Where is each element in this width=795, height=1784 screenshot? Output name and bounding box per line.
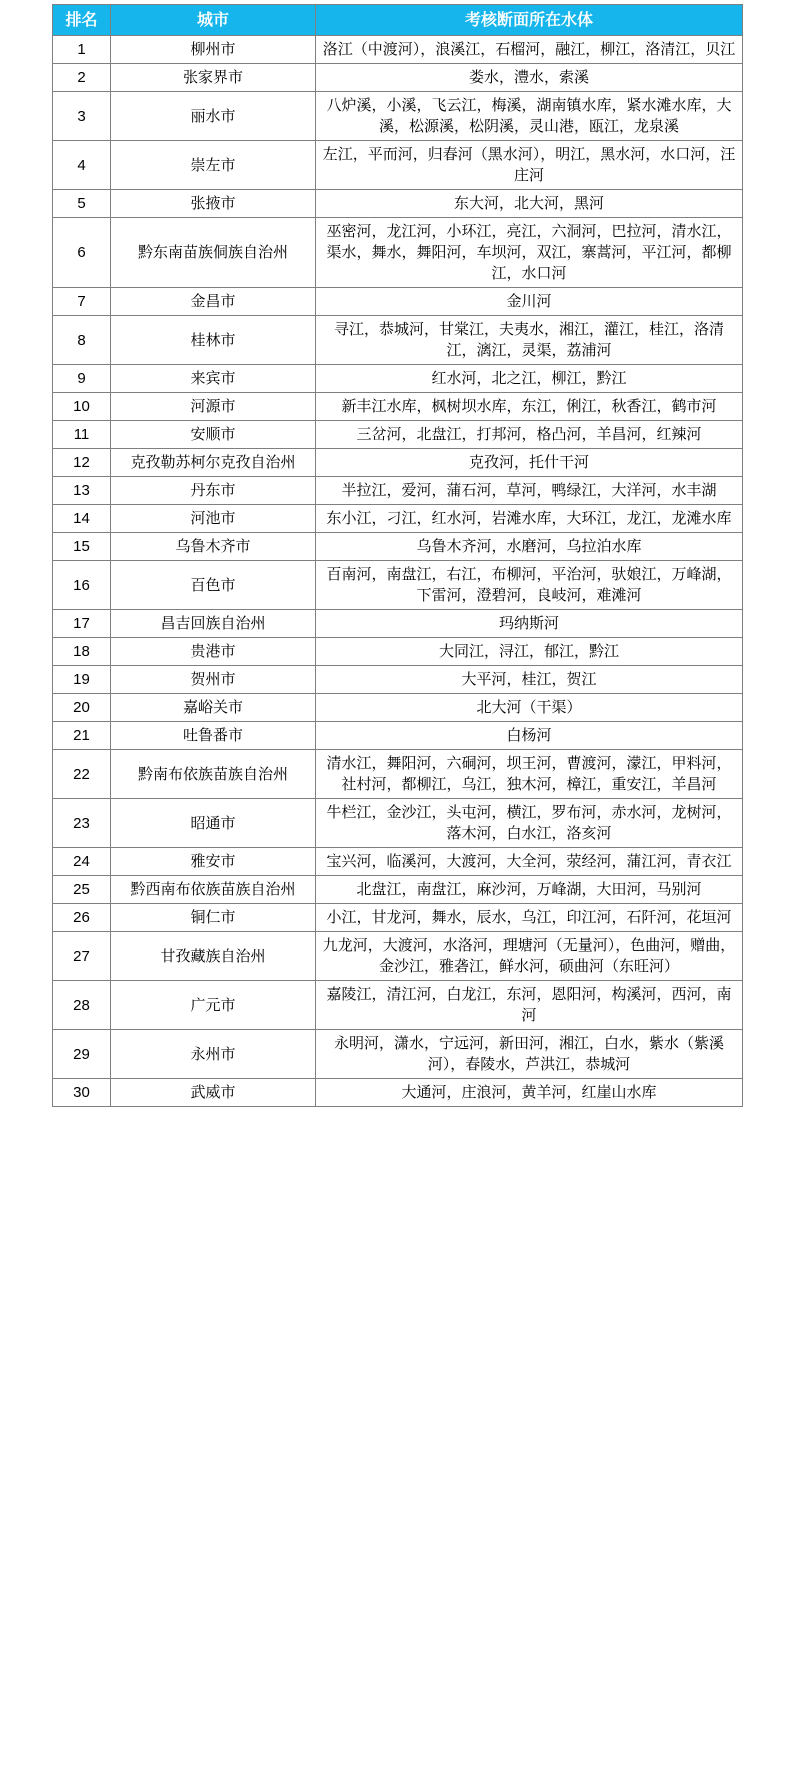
table-row [53,92,743,141]
cell-city: 黔南布依族苗族自治州 [111,750,316,799]
cell-city: 河池市 [111,505,316,533]
table-row [53,561,743,610]
cell-water-body: 新丰江水库，枫树坝水库，东江，俐江，秋香江，鹤市河 [316,393,743,421]
cell-city: 张家界市 [111,64,316,92]
cell-water-body: 东小江，刁江，红水河，岩滩水库，大环江，龙江，龙滩水库 [316,505,743,533]
cell-rank: 9 [53,365,111,393]
table-header [53,5,743,36]
table-row [53,638,743,666]
table-row [53,421,743,449]
cell-water-body: 巫密河，龙江河，小环江，亮江，六洞河，巴拉河，清水江，渠水，舞水，舞阳河，车坝河，双江，寨蒿河，平江河，都柳江，水口河 [316,218,743,288]
table-row [53,288,743,316]
cell-rank: 22 [53,750,111,799]
table-row [53,64,743,92]
cell-rank: 28 [53,981,111,1030]
table-row [53,449,743,477]
cell-rank: 1 [53,36,111,64]
cell-rank: 15 [53,533,111,561]
table-row [53,190,743,218]
cell-city: 乌鲁木齐市 [111,533,316,561]
cell-city: 百色市 [111,561,316,610]
cell-water-body: 牛栏江，金沙江，头屯河，横江，罗布河，赤水河，龙树河，落木河，白水江，洛亥河 [316,799,743,848]
cell-water-body: 乌鲁木齐河，水磨河，乌拉泊水库 [316,533,743,561]
cell-water-body: 百南河，南盘江，右江，布柳河，平治河，驮娘江，万峰湖，下雷河，澄碧河，良岐河，难滩河 [316,561,743,610]
cell-water-body: 九龙河，大渡河，水洛河，理塘河（无量河），色曲河，赠曲，金沙江，雅砻江，鲜水河，硕曲河（东旺河） [316,932,743,981]
cell-city: 来宾市 [111,365,316,393]
cell-water-body: 红水河，北之江，柳江，黔江 [316,365,743,393]
cell-water-body: 大通河，庄浪河，黄羊河，红崖山水库 [316,1079,743,1107]
cell-rank: 10 [53,393,111,421]
cell-rank: 14 [53,505,111,533]
cell-city: 甘孜藏族自治州 [111,932,316,981]
cell-city: 嘉峪关市 [111,694,316,722]
table-row [53,393,743,421]
table-row [53,1079,743,1107]
cell-water-body: 半拉江，爱河，蒲石河，草河，鸭绿江，大洋河，水丰湖 [316,477,743,505]
cell-water-body: 永明河，潇水，宁远河，新田河，湘江，白水，紫水（紫溪河），春陵水，芦洪江，恭城河 [316,1030,743,1079]
table-row [53,932,743,981]
cell-rank: 13 [53,477,111,505]
cell-rank: 25 [53,876,111,904]
cell-water-body: 白杨河 [316,722,743,750]
table-row [53,904,743,932]
table-row [53,876,743,904]
cell-water-body: 三岔河，北盘江，打邦河，格凸河，羊昌河，红辣河 [316,421,743,449]
cell-water-body: 宝兴河，临溪河，大渡河，大全河，荥经河，蒲江河，青衣江 [316,848,743,876]
table-row [53,36,743,64]
cell-water-body: 洛江（中渡河），浪溪江，石榴河，融江，柳江，洛清江，贝江 [316,36,743,64]
cell-water-body: 左江，平而河，归春河（黑水河），明江，黑水河，水口河，汪庄河 [316,141,743,190]
cell-rank: 21 [53,722,111,750]
water-body-ranking-table [52,4,743,1107]
table-row [53,610,743,638]
cell-rank: 2 [53,64,111,92]
table-header-row [53,5,743,36]
cell-water-body: 大平河，桂江，贺江 [316,666,743,694]
table-row [53,316,743,365]
column-header-rank: 排名 [53,5,111,36]
cell-water-body: 大同江，浔江，郁江，黔江 [316,638,743,666]
cell-city: 丽水市 [111,92,316,141]
cell-city: 贵港市 [111,638,316,666]
cell-rank: 19 [53,666,111,694]
table-row [53,666,743,694]
cell-water-body: 东大河，北大河，黑河 [316,190,743,218]
cell-water-body: 清水江，舞阳河，六硐河，坝王河，曹渡河，濛江，甲料河，社村河，都柳江，乌江，独木河，樟江，重安江，羊昌河 [316,750,743,799]
cell-rank: 7 [53,288,111,316]
cell-water-body: 北大河（干渠） [316,694,743,722]
cell-water-body: 八炉溪，小溪，飞云江，梅溪，湖南镇水库，紧水滩水库，大溪，松源溪，松阴溪，灵山港，瓯江，龙泉溪 [316,92,743,141]
cell-city: 武威市 [111,1079,316,1107]
cell-city: 贺州市 [111,666,316,694]
cell-rank: 6 [53,218,111,288]
table-row [53,694,743,722]
cell-rank: 8 [53,316,111,365]
table-row [53,141,743,190]
cell-rank: 24 [53,848,111,876]
cell-city: 广元市 [111,981,316,1030]
cell-city: 桂林市 [111,316,316,365]
table-row [53,981,743,1030]
cell-rank: 26 [53,904,111,932]
cell-city: 铜仁市 [111,904,316,932]
cell-rank: 16 [53,561,111,610]
cell-rank: 18 [53,638,111,666]
table-row [53,1030,743,1079]
table-row [53,477,743,505]
cell-city: 柳州市 [111,36,316,64]
cell-water-body: 玛纳斯河 [316,610,743,638]
cell-water-body: 嘉陵江，清江河，白龙江，东河，恩阳河，构溪河，西河，南河 [316,981,743,1030]
table-row [53,722,743,750]
cell-rank: 4 [53,141,111,190]
cell-rank: 27 [53,932,111,981]
table-row [53,218,743,288]
cell-city: 昌吉回族自治州 [111,610,316,638]
cell-water-body: 金川河 [316,288,743,316]
table-row [53,505,743,533]
cell-rank: 29 [53,1030,111,1079]
cell-rank: 11 [53,421,111,449]
cell-water-body: 小江，甘龙河，舞水，辰水，乌江，印江河，石阡河，花垣河 [316,904,743,932]
cell-rank: 17 [53,610,111,638]
cell-water-body: 克孜河，托什干河 [316,449,743,477]
table-row [53,533,743,561]
cell-city: 黔西南布依族苗族自治州 [111,876,316,904]
cell-water-body: 北盘江，南盘江，麻沙河，万峰湖，大田河，马别河 [316,876,743,904]
cell-rank: 30 [53,1079,111,1107]
cell-city: 金昌市 [111,288,316,316]
cell-rank: 20 [53,694,111,722]
cell-city: 吐鲁番市 [111,722,316,750]
cell-rank: 5 [53,190,111,218]
cell-water-body: 娄水，澧水，索溪 [316,64,743,92]
cell-rank: 12 [53,449,111,477]
cell-city: 丹东市 [111,477,316,505]
cell-city: 崇左市 [111,141,316,190]
column-header-city: 城市 [111,5,316,36]
table-row [53,750,743,799]
table-row [53,365,743,393]
cell-rank: 23 [53,799,111,848]
cell-city: 永州市 [111,1030,316,1079]
column-header-water-body: 考核断面所在水体 [316,5,743,36]
cell-city: 昭通市 [111,799,316,848]
cell-city: 张掖市 [111,190,316,218]
table-body [53,36,743,1107]
table-row [53,848,743,876]
cell-city: 安顺市 [111,421,316,449]
cell-rank: 3 [53,92,111,141]
cell-city: 雅安市 [111,848,316,876]
cell-city: 黔东南苗族侗族自治州 [111,218,316,288]
cell-water-body: 寻江，恭城河，甘棠江，夫夷水，湘江，灌江，桂江，洛清江，漓江，灵渠，荔浦河 [316,316,743,365]
cell-city: 克孜勒苏柯尔克孜自治州 [111,449,316,477]
table-row [53,799,743,848]
cell-city: 河源市 [111,393,316,421]
